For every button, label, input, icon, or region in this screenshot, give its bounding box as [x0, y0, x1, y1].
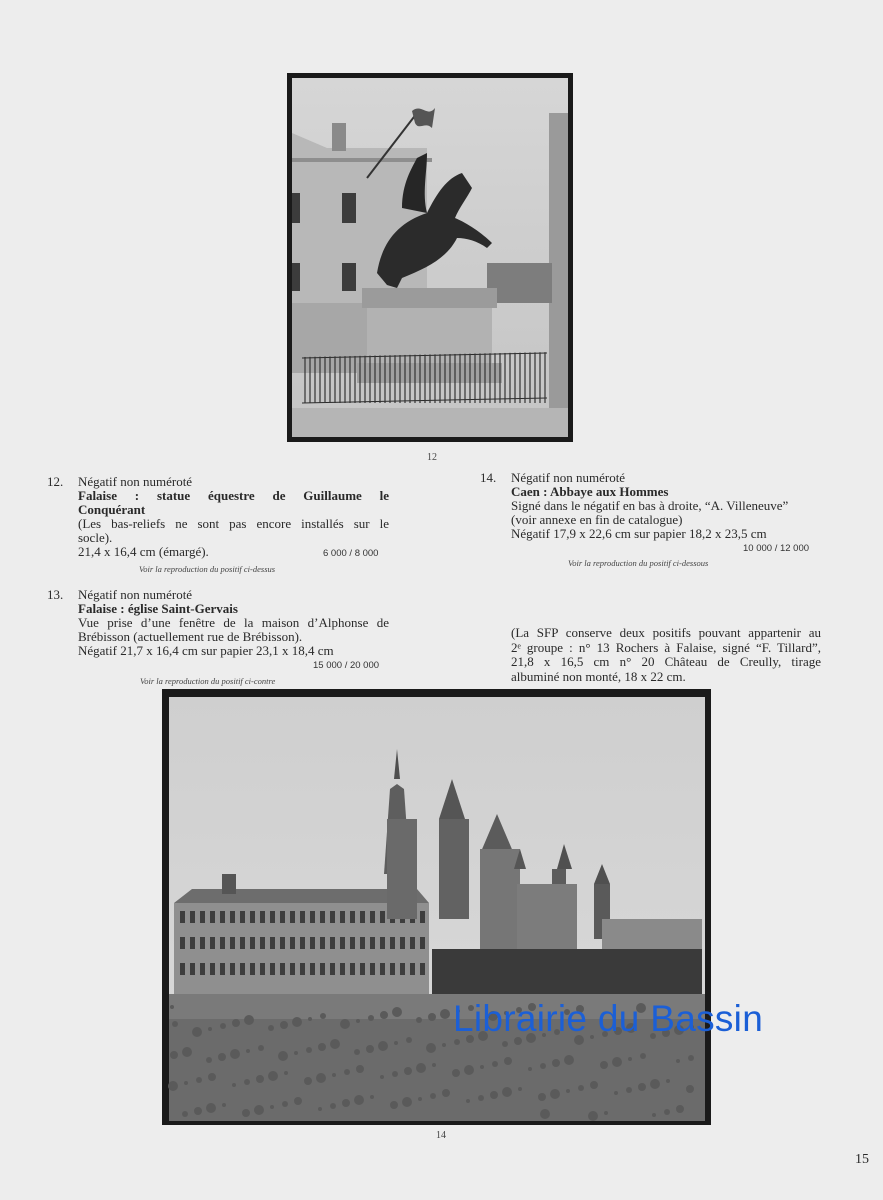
- entry-dimensions: Négatif 21,7 x 16,4 cm sur papier 23,1 x 18,4 cm: [78, 643, 334, 658]
- entry-13-price: 15 000 / 20 000: [313, 660, 380, 671]
- entry-number: 14.: [480, 470, 497, 485]
- entry-title: Falaise : statue équestre de Guillaume le: [78, 488, 389, 503]
- sfp-note: [511, 626, 821, 684]
- entry-dimensions: 21,4 x 16,4 cm (émargé).: [78, 544, 209, 559]
- note-line-3: 21,8 x 16,5 cm n° 20 Château de Creully, tirage: [511, 654, 821, 669]
- entry-title: Falaise : église Saint-Gervais: [78, 601, 238, 616]
- entry-negative-label: Négatif non numéroté: [78, 474, 193, 489]
- entry-12-reference: Voir la reproduction du positif ci-dessus: [139, 564, 276, 574]
- entry-12-price: 6 000 / 8 000: [323, 548, 379, 559]
- page-number: 15: [855, 1152, 869, 1167]
- entry-description: (Les bas-reliefs ne sont pas encore installés sur le: [78, 516, 389, 531]
- entry-description-continued: socle).: [78, 530, 113, 545]
- entry-14-price: 10 000 / 12 000: [743, 543, 810, 554]
- entry-number: 12.: [47, 474, 64, 489]
- entry-title-continued: Conquérant: [78, 502, 146, 517]
- entry-negative-label: Négatif non numéroté: [78, 587, 193, 602]
- entry-14-reference: Voir la reproduction du positif ci-dessous: [568, 558, 709, 568]
- entry-dimensions: Négatif 17,9 x 22,6 cm sur papier 18,2 x 23,5 cm: [511, 526, 767, 541]
- entry-description: Vue prise d’une fenêtre de la maison d’Alphonse de: [78, 615, 389, 630]
- entry-signature: Signé dans le négatif en bas à droite, “A. Villeneuve”: [511, 498, 789, 513]
- photo-caption-12: 12: [427, 452, 437, 463]
- entry-negative-label: Négatif non numéroté: [511, 470, 626, 485]
- note-line-1: (La SFP conserve deux positifs pouvant appartenir au: [511, 625, 821, 640]
- entry-annex-note: (voir annexe en fin de catalogue): [511, 512, 683, 527]
- entry-number: 13.: [47, 587, 64, 602]
- note-line-2: 2ᵉ groupe : n° 13 Rochers à Falaise, signé “F. Tillard”,: [511, 639, 821, 655]
- note-line-4: albuminé non monté, 18 x 22 cm.: [511, 668, 686, 684]
- watermark-text: Librairie du Bassin: [453, 998, 764, 1039]
- photo-abbaye-aux-hommes: [162, 689, 711, 1125]
- entry-title: Caen : Abbaye aux Hommes: [511, 484, 669, 499]
- entry-description-continued: Brébisson (actuellement rue de Brébisson).: [78, 629, 303, 644]
- entry-13-reference: Voir la reproduction du positif ci-contre: [140, 676, 276, 686]
- photo-caption-14: 14: [436, 1130, 446, 1141]
- photo-equestrian-statue: [287, 73, 573, 442]
